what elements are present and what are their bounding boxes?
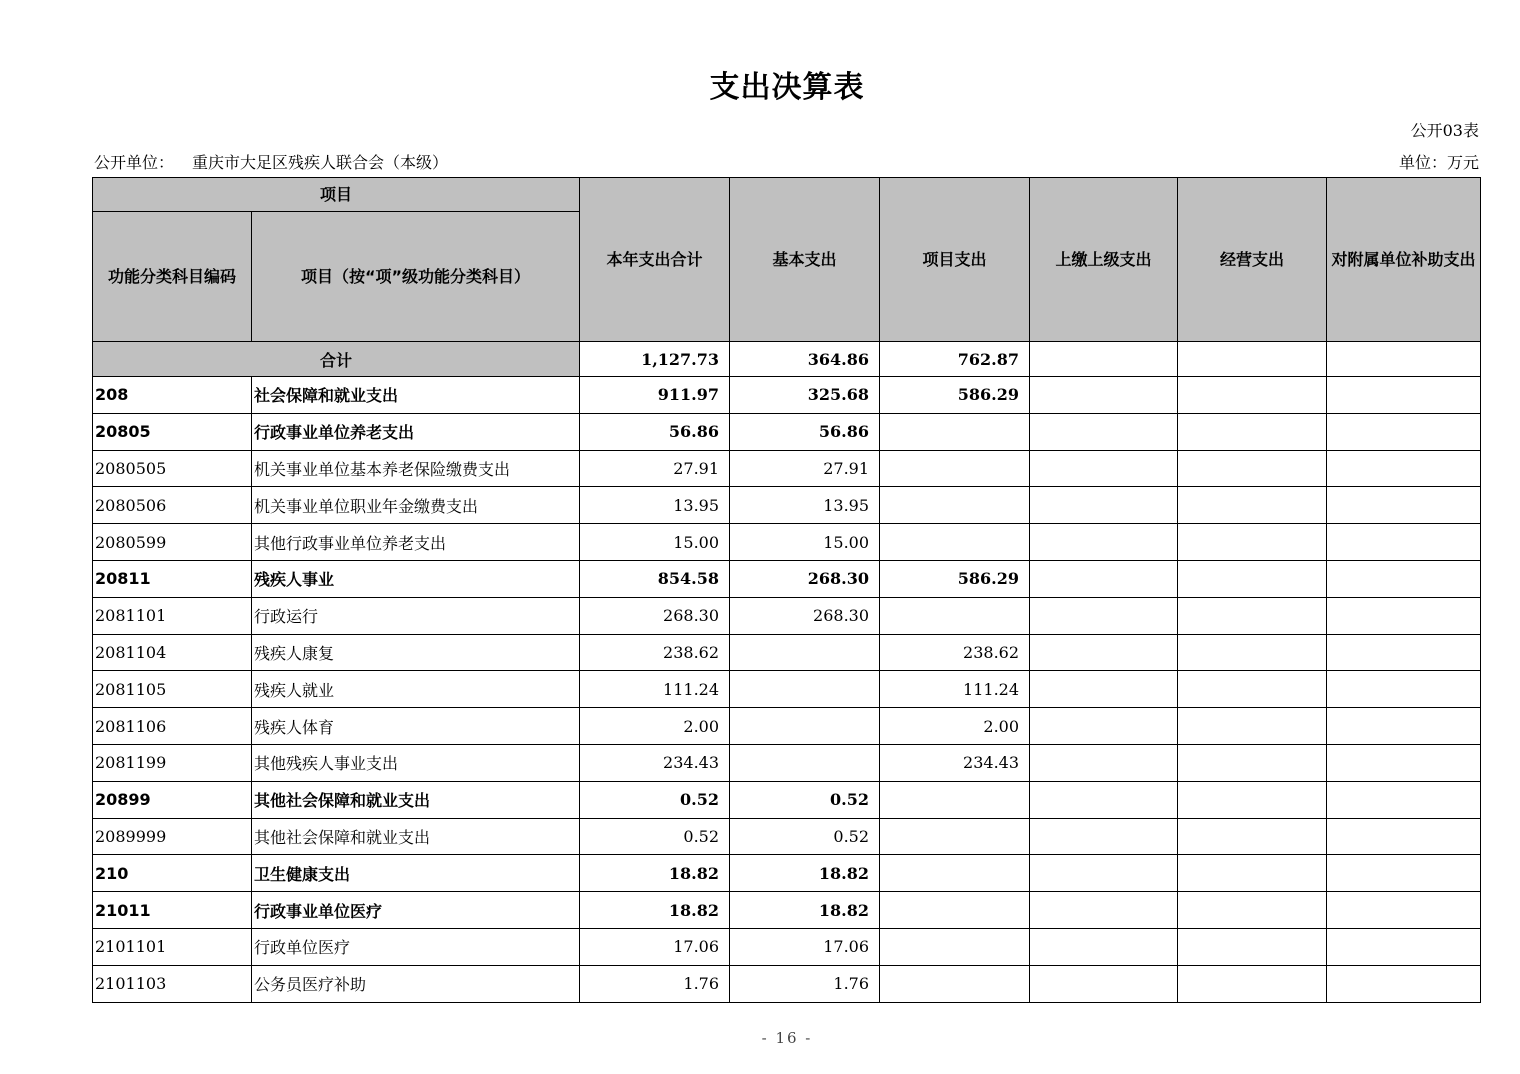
row-basic: 13.95 <box>730 487 880 524</box>
table-row <box>93 965 1481 1002</box>
row-upper <box>1030 377 1178 414</box>
row-code: 20811 <box>93 560 252 597</box>
row-business <box>1178 524 1327 561</box>
row-upper <box>1030 560 1178 597</box>
organization-name: 重庆市大足区残疾人联合会（本级） <box>192 153 449 172</box>
row-project <box>880 892 1030 929</box>
row-total: 13.95 <box>580 487 730 524</box>
table-row <box>93 487 1481 524</box>
row-subsidy <box>1327 671 1481 708</box>
row-name: 行政事业单位养老支出 <box>252 413 580 450</box>
row-total: 0.52 <box>580 781 730 818</box>
row-business <box>1178 781 1327 818</box>
currency-unit: 单位：万元 <box>1398 153 1479 172</box>
row-basic: 15.00 <box>730 524 880 561</box>
row-total: 238.62 <box>580 634 730 671</box>
total-subsidy <box>1327 342 1481 377</box>
row-upper <box>1030 450 1178 487</box>
total-business <box>1178 342 1327 377</box>
row-basic: 1.76 <box>730 965 880 1002</box>
row-total: 18.82 <box>580 892 730 929</box>
row-subsidy <box>1327 377 1481 414</box>
row-business <box>1178 634 1327 671</box>
row-name: 残疾人就业 <box>252 671 580 708</box>
header-item-group: 项目 <box>93 178 580 212</box>
table-row <box>93 560 1481 597</box>
row-name: 行政单位医疗 <box>252 928 580 965</box>
row-business <box>1178 487 1327 524</box>
row-basic <box>730 671 880 708</box>
header-code: 功能分类科目编码 <box>93 212 252 342</box>
row-upper <box>1030 597 1178 634</box>
row-basic: 17.06 <box>730 928 880 965</box>
publishing-unit-label: 公开单位： <box>94 153 175 172</box>
row-subsidy <box>1327 597 1481 634</box>
row-project: 2.00 <box>880 708 1030 745</box>
table-row <box>93 855 1481 892</box>
row-subsidy <box>1327 855 1481 892</box>
page-number: - 16 - <box>761 1029 813 1047</box>
row-name: 行政运行 <box>252 597 580 634</box>
total-project: 762.87 <box>880 342 1030 377</box>
row-total: 911.97 <box>580 377 730 414</box>
row-total: 268.30 <box>580 597 730 634</box>
row-upper <box>1030 781 1178 818</box>
table-row <box>93 781 1481 818</box>
table-row <box>93 450 1481 487</box>
row-subsidy <box>1327 524 1481 561</box>
table-row <box>93 671 1481 708</box>
row-project <box>880 413 1030 450</box>
header-name: 项目（按“项”级功能分类科目） <box>252 212 580 342</box>
row-basic <box>730 708 880 745</box>
table-row <box>93 708 1481 745</box>
row-basic: 18.82 <box>730 855 880 892</box>
row-name: 机关事业单位职业年金缴费支出 <box>252 487 580 524</box>
row-basic: 18.82 <box>730 892 880 929</box>
row-name: 其他残疾人事业支出 <box>252 744 580 781</box>
row-name: 社会保障和就业支出 <box>252 377 580 414</box>
row-upper <box>1030 524 1178 561</box>
row-total: 2.00 <box>580 708 730 745</box>
row-upper <box>1030 708 1178 745</box>
row-project: 234.43 <box>880 744 1030 781</box>
row-upper <box>1030 965 1178 1002</box>
publishing-unit <box>94 150 448 173</box>
row-total: 27.91 <box>580 450 730 487</box>
row-subsidy <box>1327 928 1481 965</box>
row-subsidy <box>1327 781 1481 818</box>
row-subsidy <box>1327 560 1481 597</box>
row-code: 21011 <box>93 892 252 929</box>
row-total: 111.24 <box>580 671 730 708</box>
row-subsidy <box>1327 634 1481 671</box>
row-name: 残疾人康复 <box>252 634 580 671</box>
row-code: 2081101 <box>93 597 252 634</box>
row-project <box>880 450 1030 487</box>
row-business <box>1178 855 1327 892</box>
row-name: 其他社会保障和就业支出 <box>252 781 580 818</box>
header-basic: 基本支出 <box>730 178 880 342</box>
row-subsidy <box>1327 818 1481 855</box>
header-total: 本年支出合计 <box>580 178 730 342</box>
row-business <box>1178 377 1327 414</box>
row-subsidy <box>1327 450 1481 487</box>
row-code: 2101103 <box>93 965 252 1002</box>
row-upper <box>1030 671 1178 708</box>
row-business <box>1178 708 1327 745</box>
row-code: 20805 <box>93 413 252 450</box>
row-project <box>880 597 1030 634</box>
row-business <box>1178 450 1327 487</box>
row-project <box>880 524 1030 561</box>
row-upper <box>1030 487 1178 524</box>
row-project <box>880 818 1030 855</box>
row-basic: 268.30 <box>730 597 880 634</box>
total-sum: 1,127.73 <box>580 342 730 377</box>
row-upper <box>1030 892 1178 929</box>
row-basic: 56.86 <box>730 413 880 450</box>
row-code: 2081199 <box>93 744 252 781</box>
table-row <box>93 413 1481 450</box>
row-name: 其他社会保障和就业支出 <box>252 818 580 855</box>
row-subsidy <box>1327 744 1481 781</box>
row-total: 18.82 <box>580 855 730 892</box>
row-code: 2080599 <box>93 524 252 561</box>
row-business <box>1178 413 1327 450</box>
row-business <box>1178 965 1327 1002</box>
row-project <box>880 781 1030 818</box>
table-row <box>93 892 1481 929</box>
row-basic: 0.52 <box>730 781 880 818</box>
row-upper <box>1030 413 1178 450</box>
row-project <box>880 855 1030 892</box>
row-business <box>1178 928 1327 965</box>
table-row <box>93 377 1481 414</box>
row-basic: 27.91 <box>730 450 880 487</box>
row-subsidy <box>1327 413 1481 450</box>
form-number: 公开03表 <box>1410 121 1479 140</box>
row-code: 2089999 <box>93 818 252 855</box>
row-business <box>1178 892 1327 929</box>
row-subsidy <box>1327 965 1481 1002</box>
row-total: 17.06 <box>580 928 730 965</box>
row-name: 机关事业单位基本养老保险缴费支出 <box>252 450 580 487</box>
header-upper: 上缴上级支出 <box>1030 178 1178 342</box>
row-basic: 268.30 <box>730 560 880 597</box>
row-total: 234.43 <box>580 744 730 781</box>
total-upper <box>1030 342 1178 377</box>
row-subsidy <box>1327 708 1481 745</box>
row-basic: 325.68 <box>730 377 880 414</box>
row-business <box>1178 597 1327 634</box>
row-project <box>880 928 1030 965</box>
row-code: 208 <box>93 377 252 414</box>
header-business: 经营支出 <box>1178 178 1327 342</box>
page-title: 支出决算表 <box>709 70 865 105</box>
header-project: 项目支出 <box>880 178 1030 342</box>
row-upper <box>1030 744 1178 781</box>
row-total: 56.86 <box>580 413 730 450</box>
row-business <box>1178 560 1327 597</box>
header-subsidy: 对附属单位补助支出 <box>1327 178 1481 342</box>
row-project: 586.29 <box>880 560 1030 597</box>
row-code: 2081106 <box>93 708 252 745</box>
row-business <box>1178 818 1327 855</box>
table-row <box>93 744 1481 781</box>
row-upper <box>1030 928 1178 965</box>
row-project <box>880 487 1030 524</box>
row-project: 586.29 <box>880 377 1030 414</box>
row-upper <box>1030 634 1178 671</box>
table-row <box>93 597 1481 634</box>
total-label: 合计 <box>93 342 580 377</box>
row-code: 210 <box>93 855 252 892</box>
row-project <box>880 965 1030 1002</box>
row-total: 1.76 <box>580 965 730 1002</box>
row-code: 2081105 <box>93 671 252 708</box>
row-code: 2101101 <box>93 928 252 965</box>
row-code: 2081104 <box>93 634 252 671</box>
expenditure-table <box>92 177 1481 1003</box>
total-basic: 364.86 <box>730 342 880 377</box>
row-total: 854.58 <box>580 560 730 597</box>
row-name: 其他行政事业单位养老支出 <box>252 524 580 561</box>
row-name: 行政事业单位医疗 <box>252 892 580 929</box>
table-row <box>93 928 1481 965</box>
row-basic <box>730 634 880 671</box>
row-code: 2080505 <box>93 450 252 487</box>
row-name: 公务员医疗补助 <box>252 965 580 1002</box>
row-project: 238.62 <box>880 634 1030 671</box>
row-code: 20899 <box>93 781 252 818</box>
row-code: 2080506 <box>93 487 252 524</box>
row-upper <box>1030 855 1178 892</box>
row-subsidy <box>1327 892 1481 929</box>
row-name: 卫生健康支出 <box>252 855 580 892</box>
table-row <box>93 524 1481 561</box>
row-name: 残疾人体育 <box>252 708 580 745</box>
row-total: 15.00 <box>580 524 730 561</box>
row-subsidy <box>1327 487 1481 524</box>
total-row <box>93 342 1481 377</box>
row-total: 0.52 <box>580 818 730 855</box>
row-basic <box>730 744 880 781</box>
row-project: 111.24 <box>880 671 1030 708</box>
row-business <box>1178 671 1327 708</box>
table-row <box>93 818 1481 855</box>
row-business <box>1178 744 1327 781</box>
row-name: 残疾人事业 <box>252 560 580 597</box>
row-basic: 0.52 <box>730 818 880 855</box>
row-upper <box>1030 818 1178 855</box>
table-row <box>93 634 1481 671</box>
